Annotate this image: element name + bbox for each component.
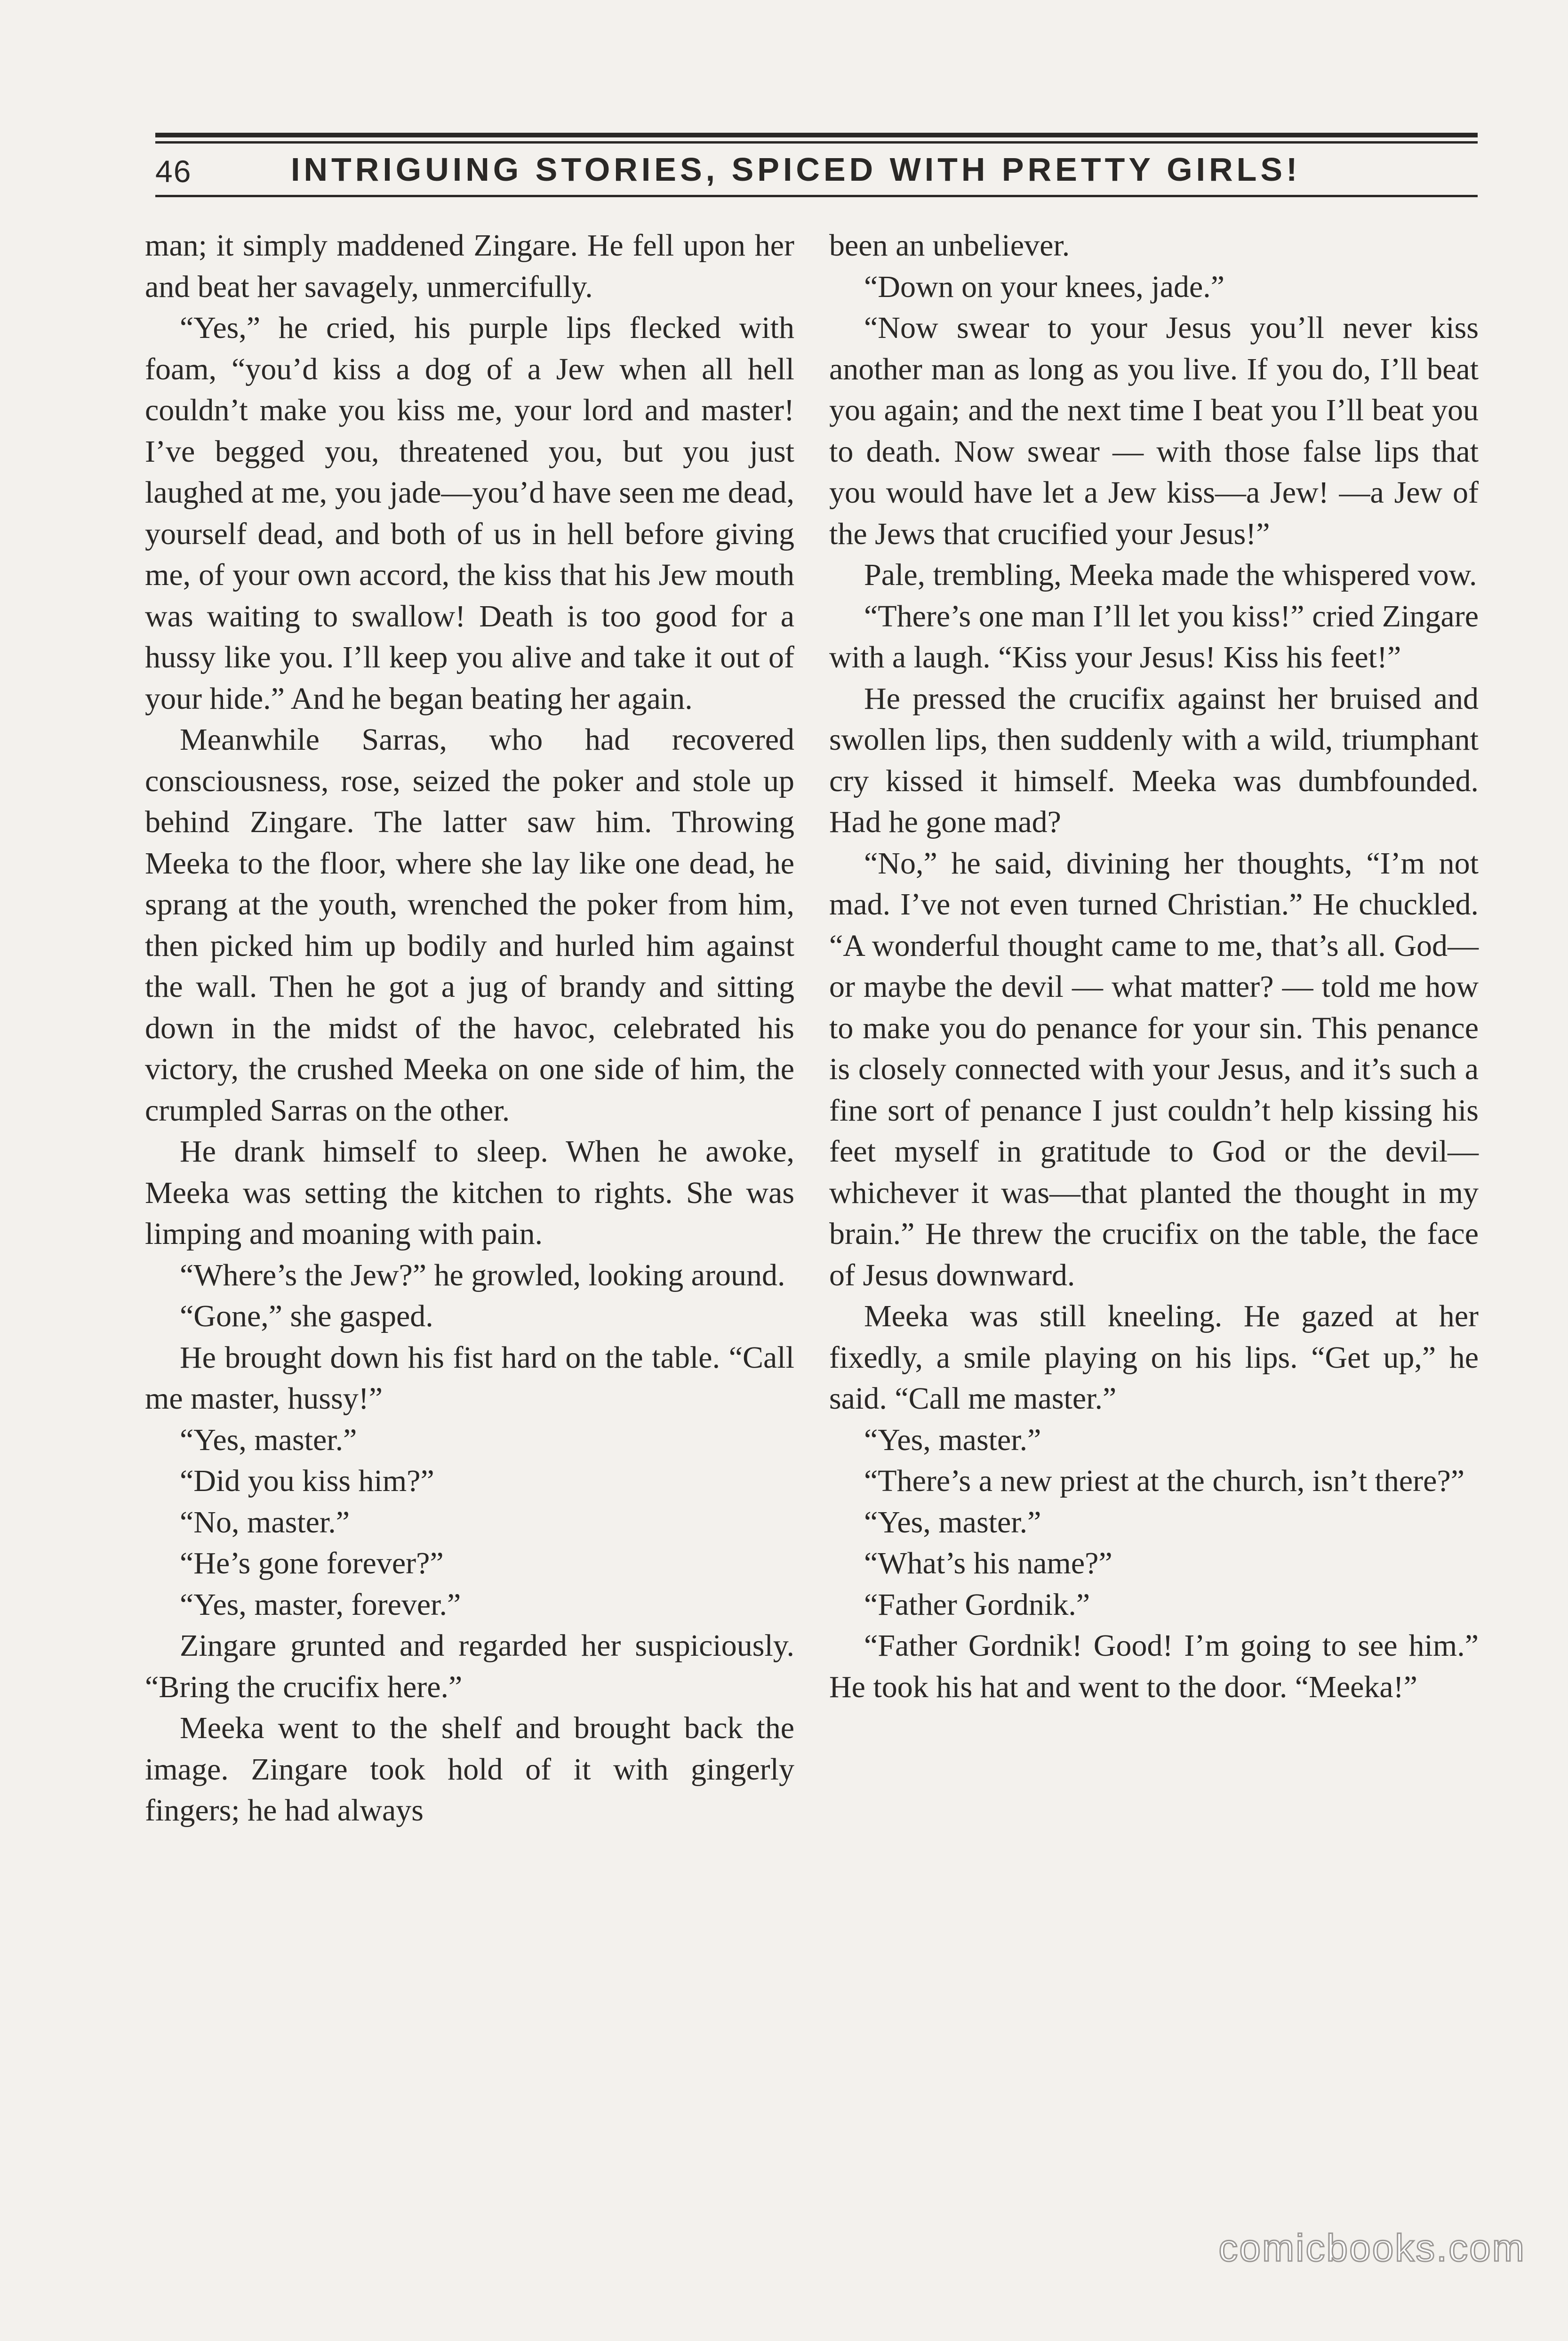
paragraph: He drank himself to sleep. When he awoke, Meeka was setting the kitchen to rights. She was limping and moaning with pain. [145, 1134, 794, 1251]
paragraph: “Yes, master.” [180, 1422, 357, 1457]
page-header [155, 150, 1478, 192]
paragraph: “Yes, master.” [864, 1422, 1041, 1457]
header-rule-top [155, 133, 1478, 137]
paragraph: “Yes,” he cried, his purple lips flecked with foam, “you’d kiss a dog of a Jew when all hell couldn’t make you kiss me, your lord and master! I’ve begged you, threatened you, but you just laughed at me, you jade—you’d have seen me dead, yourself dead, and both of us in hell before giving me, of your own accord, the kiss that his Jew mouth was waiting to swallow! Death is too good for a hussy like you. I’ll keep you alive and take it out of your hide.” And he began beating her again. [145, 311, 794, 716]
paragraph: “Down on your knees, jade.” [864, 269, 1225, 304]
left-text-column [145, 225, 794, 1831]
paragraph: He brought down his fist hard on the table. “Call me master, hussy!” [145, 1340, 794, 1416]
paragraph: “Did you kiss him?” [180, 1464, 434, 1498]
paragraph: “Father Gordnik! Good! I’m going to see him.” He took his hat and went to the door. “Meeka!” [829, 1628, 1479, 1704]
paragraph: “Yes, master.” [864, 1505, 1041, 1539]
paragraph: been an unbeliever. [829, 228, 1070, 263]
page-number: 46 [155, 154, 192, 189]
header-rule-bottom [155, 195, 1478, 197]
paragraph: “Gone,” she gasped. [180, 1299, 433, 1333]
right-text-column [829, 225, 1479, 1708]
paragraph: Zingare grunted and regarded her suspiciously. “Bring the crucifix here.” [145, 1628, 794, 1704]
paragraph: He pressed the crucifix against her bruised and swollen lips, then suddenly with a wild, triumphant cry kissed it himself. Meeka was dumbfounded. Had he gone mad? [829, 681, 1479, 839]
paragraph: “No,” he said, divining her thoughts, “I’m not mad. I’ve not even turned Christian.” He chuckled. “A wonderful thought came to me, that’s all. God—or maybe the devil — what matter? — told me how to make you do penance for your sin. This penance is closely connected with your Jesus, and it’s such a fine sort of penance I just couldn’t help kissing his feet myself in gratitude to God or the devil—whichever it was—that planted the thought in my brain.” He threw the crucifix on the table, the face of Jesus downward. [829, 846, 1479, 1292]
paragraph: “There’s one man I’ll let you kiss!” cried Zingare with a laugh. “Kiss your Jesus! Kiss his feet!” [829, 599, 1479, 674]
paragraph: “Father Gordnik.” [864, 1587, 1090, 1622]
paragraph: Pale, trembling, Meeka made the whispered vow. [864, 558, 1477, 592]
paragraph: Meeka was still kneeling. He gazed at her fixedly, a smile playing on his lips. “Get up,” he said. “Call me master.” [829, 1299, 1479, 1416]
paragraph: “What’s his name?” [864, 1546, 1112, 1580]
header-rule-second [155, 141, 1478, 144]
paragraph: Meeka went to the shelf and brought back the image. Zingare took hold of it with gingerly fingers; he had always [145, 1711, 794, 1828]
paragraph: “Where’s the Jew?” he growled, looking around. [180, 1258, 785, 1292]
paragraph: “There’s a new priest at the church, isn’t there?” [864, 1464, 1465, 1498]
paragraph: “Now swear to your Jesus you’ll never kiss another man as long as you live. If you do, I’ll beat you again; and the next time I beat you I’ll beat you to death. Now swear — with those false lips that you would have let a Jew kiss—a Jew! —a Jew of the Jews that crucified your Jesus!” [829, 311, 1479, 551]
paragraph: Meanwhile Sarras, who had recovered consciousness, rose, seized the poker and stole up behind Zingare. The latter saw him. Throwing Meeka to the floor, where she lay like one dead, he sprang at the youth, wrenched the poker from him, then picked him up bodily and hurled him against the wall. Then he got a jug of brandy and sitting down in the midst of the havoc, celebrated his victory, the crushed Meeka on one side of him, the crumpled Sarras on the other. [145, 722, 794, 1128]
running-title: INTRIGUING STORIES, SPICED WITH PRETTY GIRLS! [291, 151, 1301, 188]
paragraph: “Yes, master, forever.” [180, 1587, 461, 1622]
paragraph: “No, master.” [180, 1505, 350, 1539]
watermark: comicbooks.com [1218, 2227, 1526, 2269]
paragraph: man; it simply maddened Zingare. He fell upon her and beat her savagely, unmercifully. [145, 228, 794, 304]
paragraph: “He’s gone forever?” [180, 1546, 444, 1580]
